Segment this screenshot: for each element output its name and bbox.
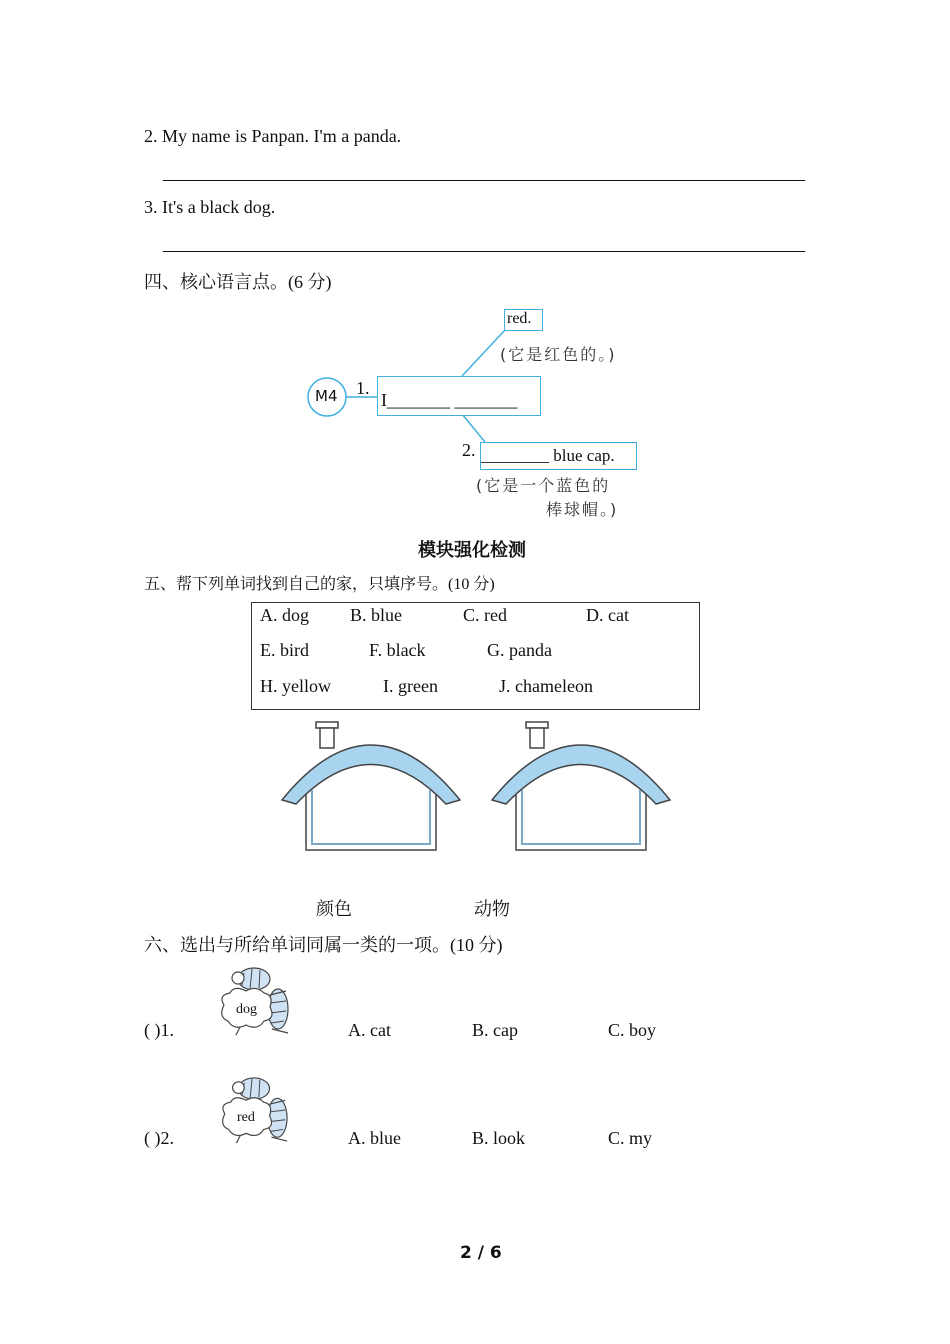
- answer-paren-2[interactable]: ( )2.: [144, 1128, 174, 1148]
- section4-heading: 四、核心语言点。(6 分): [144, 272, 332, 292]
- top-chinese-note: (它是红色的。): [500, 345, 617, 364]
- question-2: 2. My name is Panpan. I'm a panda.: [144, 126, 402, 146]
- word-bank: [251, 602, 700, 710]
- answer-line-3: [163, 251, 805, 252]
- module-title: 模块强化检测: [418, 540, 526, 561]
- word-j: J. chameleon: [499, 676, 593, 696]
- top-answer-text: red.: [507, 310, 532, 327]
- connector-line: [462, 330, 505, 376]
- house-icon-colors: [278, 720, 464, 855]
- word-i: I. green: [383, 676, 438, 696]
- word-h: H. yellow: [260, 676, 331, 696]
- core-language-diagram: [300, 300, 660, 530]
- bottom-chinese-note-2: 棒球帽。): [546, 500, 619, 519]
- item2-number: 2.: [462, 440, 476, 460]
- bottom-chinese-note-1: (它是一个蓝色的: [476, 476, 611, 495]
- section6-heading: 六、选出与所给单词同属一类的一项。(10 分): [144, 935, 503, 955]
- module-label: M4: [315, 387, 338, 405]
- word-g: G. panda: [487, 640, 552, 660]
- option-1a[interactable]: A. cat: [348, 1020, 391, 1040]
- bee-icon: [214, 965, 294, 1037]
- page-number: 2 / 6: [460, 1243, 502, 1263]
- house-label-colors: 颜色: [316, 899, 352, 919]
- question-3: 3. It's a black dog.: [144, 197, 276, 217]
- answer-line-2: [163, 180, 805, 181]
- option-2c[interactable]: C. my: [608, 1128, 653, 1148]
- word-f: F. black: [369, 640, 426, 660]
- word-a: A. dog: [260, 605, 309, 625]
- section5-heading: 五、帮下列单词找到自己的家，只填序号。(10 分): [144, 576, 495, 593]
- item1-text: I_______ _______: [381, 390, 518, 410]
- item1-number: 1.: [356, 378, 370, 398]
- word-d: D. cat: [586, 605, 629, 625]
- picture-word-2: red: [237, 1110, 255, 1125]
- option-1b[interactable]: B. cap: [472, 1020, 518, 1040]
- item2-box: [480, 442, 637, 470]
- house-icon-animals: [488, 720, 674, 855]
- option-2b[interactable]: B. look: [472, 1128, 526, 1148]
- item1-box: [377, 376, 541, 416]
- item2-text: ________ blue cap.: [481, 446, 615, 465]
- picture-word-1: dog: [236, 1002, 257, 1017]
- option-1c[interactable]: C. boy: [608, 1020, 657, 1040]
- connector-line: [462, 414, 485, 442]
- top-answer-box: [504, 309, 543, 331]
- word-e: E. bird: [260, 640, 309, 660]
- word-b: B. blue: [350, 605, 402, 625]
- option-2a[interactable]: A. blue: [348, 1128, 401, 1148]
- answer-paren-1[interactable]: ( )1.: [144, 1020, 174, 1040]
- word-c: C. red: [463, 605, 507, 625]
- house-label-animals: 动物: [474, 899, 510, 919]
